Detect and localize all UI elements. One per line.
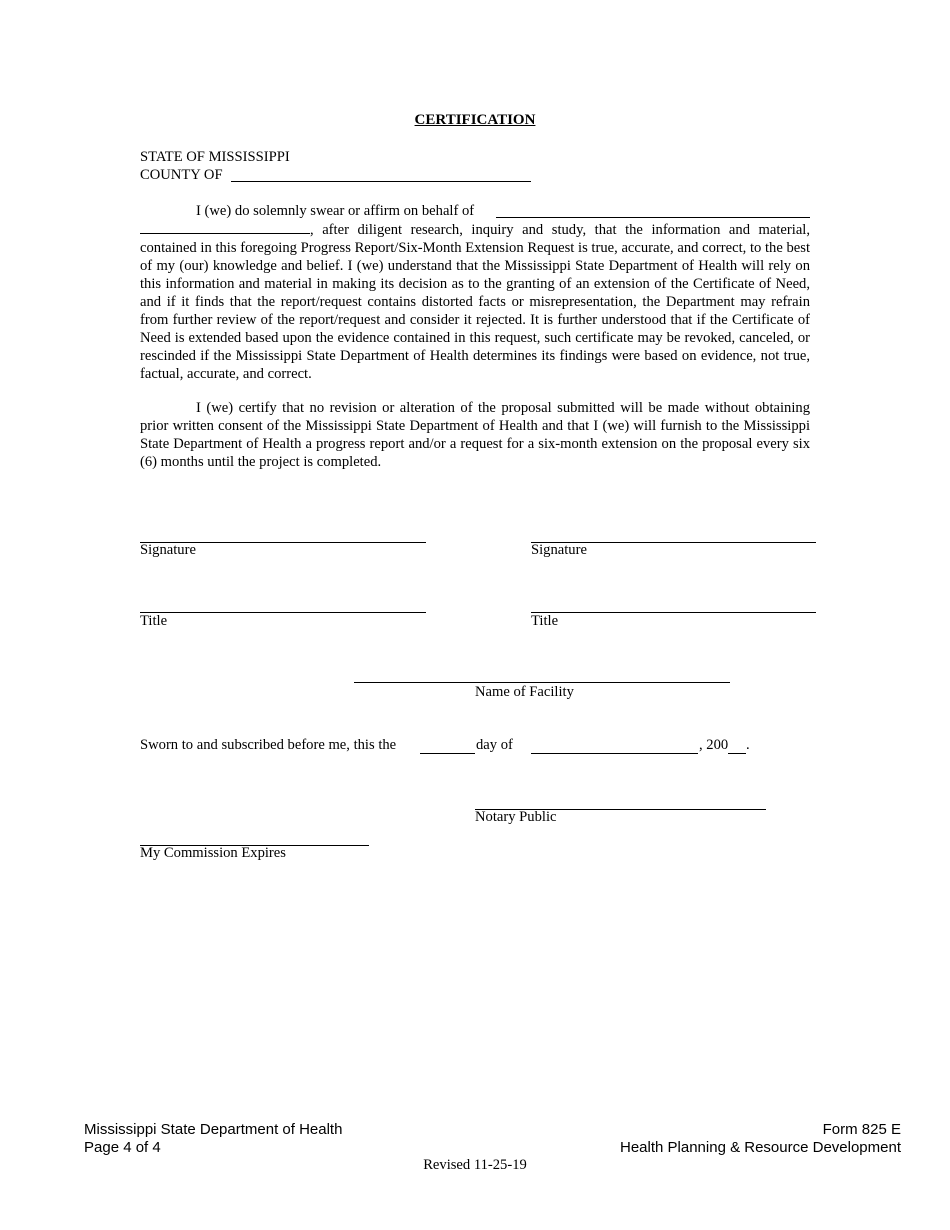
commission-label: My Commission Expires <box>140 845 286 861</box>
paragraph1-start: I (we) do solemnly swear or affirm on behalf of <box>196 203 475 219</box>
signature-label-right: Signature <box>531 542 587 558</box>
document-title: CERTIFICATION <box>414 112 536 128</box>
sworn-text: Sworn to and subscribed before me, this the <box>140 737 397 753</box>
paragraph1-rest: , after diligent research, inquiry and study, that the information and material, contained in this foregoing Progress Report/Six-Month Extension Request is true, accurate, and correct, to the best of my (our) knowledge and belief. I (we) understand that the Mississippi State Department of Health will rely on this information and material in making its decision as to the granting of an extension of the Certificate of Need, and if it finds that the report/request contains distorted facts or misrepresentation, the Department may refrain from further review of the report/request and consider it rejected. It is further understood that if the Certificate of Need is extended based upon the evidence contained in this request, such certificate may be revoked, canceled, or rescinded if the Mississippi State Department of Health determines its findings were based on evidence, not true, factual, accurate, and correct. <box>140 222 810 382</box>
behalf-of-line-2[interactable] <box>140 220 310 234</box>
title-line-right[interactable] <box>531 612 816 613</box>
footer-org: Mississippi State Department of Health <box>84 1121 343 1138</box>
day-of-text: day of <box>476 737 513 753</box>
notary-label: Notary Public <box>475 809 557 825</box>
county-label: COUNTY OF <box>140 167 223 183</box>
footer-division: Health Planning & Resource Development <box>620 1139 901 1156</box>
title-label-right: Title <box>531 613 559 629</box>
title-line-left[interactable] <box>140 612 426 613</box>
year-prefix: , 200 <box>699 737 729 753</box>
day-line[interactable] <box>420 753 475 754</box>
facility-label: Name of Facility <box>475 684 574 700</box>
year-line[interactable] <box>728 753 746 754</box>
footer-form: Form 825 E <box>822 1121 901 1138</box>
paragraph2: I (we) certify that no revision or alteration of the proposal submitted will be made without obtaining prior written consent of the Mississippi State Department of Health and that I (we) will furnish to the Mississippi State Department of Health a progress report and/or a request for a six-month extension on the proposal every six (6) months until the project is completed. <box>140 400 810 470</box>
title-label-left: Title <box>140 613 168 629</box>
footer-revised: Revised 11-25-19 <box>423 1157 527 1173</box>
paragraph1-body <box>140 220 810 383</box>
state-label: STATE OF MISSISSIPPI <box>140 149 290 165</box>
footer-page: Page 4 of 4 <box>84 1139 161 1156</box>
behalf-of-line[interactable] <box>496 217 810 218</box>
date-period: . <box>746 737 750 753</box>
facility-line[interactable] <box>354 682 730 683</box>
signature-label-left: Signature <box>140 542 196 558</box>
month-line[interactable] <box>531 753 698 754</box>
county-line[interactable] <box>231 181 531 182</box>
